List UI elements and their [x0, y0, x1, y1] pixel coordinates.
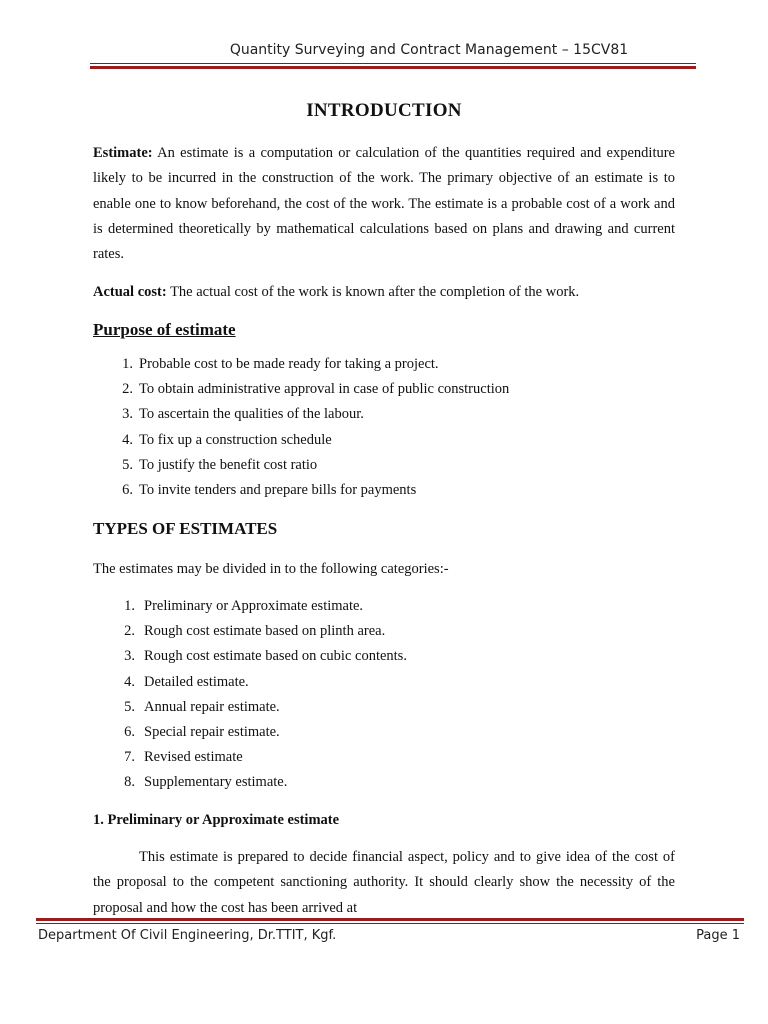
item-number: 7. — [124, 749, 135, 766]
estimate-term: Estimate: — [93, 145, 153, 161]
estimate-text: An estimate is a computation or calculation of the quantities required and expenditure likely to be incurred in the construction of the work. The primary objective of an estimate is to enable one to know beforehand, the cost of the work. The estimate is a probable cost of a work and is determined theoretically by mathematical calculations based on plans and drawing and current rates. — [93, 145, 675, 263]
item-text: Rough cost estimate based on plinth area. — [144, 623, 386, 640]
page-number: Page 1 — [696, 928, 740, 943]
actual-cost-term: Actual cost: — [93, 284, 167, 300]
header-rule-thick — [90, 66, 696, 69]
item-number: 6. — [122, 481, 133, 498]
item-text: To obtain administrative approval in case of public construction — [139, 381, 510, 398]
item-text: Preliminary or Approximate estimate. — [144, 598, 364, 614]
item-text: Special repair estimate. — [144, 723, 280, 740]
running-header: Quantity Surveying and Contract Management – 15CV81 — [229, 42, 629, 58]
types-heading: TYPES OF ESTIMATES — [93, 519, 278, 538]
item-text: Rough cost estimate based on cubic contents. — [144, 648, 407, 665]
footer-rule-thin — [36, 923, 744, 924]
types-intro: The estimates may be divided in to the following categories:- — [93, 561, 449, 577]
item-number: 5. — [124, 698, 135, 715]
item-text: Probable cost to be made ready for taking a project. — [139, 356, 439, 372]
purpose-heading: Purpose of estimate — [93, 320, 236, 339]
item-number: 4. — [124, 673, 135, 690]
footer-rule-thick — [36, 918, 744, 921]
item-text: To ascertain the qualities of the labour. — [139, 406, 364, 423]
item-number: 3. — [124, 648, 135, 665]
preliminary-heading: 1. Preliminary or Approximate estimate — [93, 812, 340, 828]
item-number: 8. — [124, 774, 135, 791]
item-number: 2. — [124, 623, 135, 640]
actual-cost-text: The actual cost of the work is known after the completion of the work. — [166, 284, 580, 300]
estimate-paragraph — [93, 141, 675, 267]
item-number: 1. — [122, 356, 133, 372]
item-text: To fix up a construction schedule — [139, 431, 332, 448]
item-text: To justify the benefit cost ratio — [139, 456, 318, 473]
header-rule-thin — [90, 63, 696, 64]
preliminary-paragraph: This estimate is prepared to decide financial aspect, policy and to give idea of the cost of the proposal to the competent sanctioning authority. It should clearly show the necessity of the proposal and how the cost has been arrived at — [93, 849, 675, 916]
item-number: 3. — [122, 406, 133, 423]
item-text: Detailed estimate. — [144, 673, 249, 690]
item-number: 5. — [122, 456, 133, 473]
item-number: 4. — [122, 431, 133, 448]
item-text: Supplementary estimate. — [144, 774, 288, 791]
item-text: Revised estimate — [144, 749, 243, 766]
item-number: 2. — [122, 381, 133, 398]
footer-department: Department Of Civil Engineering, Dr.TTIT, Kgf. — [38, 928, 337, 943]
page-title: INTRODUCTION — [306, 100, 462, 121]
item-text: Annual repair estimate. — [144, 698, 280, 715]
item-number: 1. — [124, 598, 135, 614]
item-text: To invite tenders and prepare bills for payments — [139, 481, 417, 498]
item-number: 6. — [124, 723, 135, 740]
actual-cost-paragraph — [93, 280, 675, 305]
